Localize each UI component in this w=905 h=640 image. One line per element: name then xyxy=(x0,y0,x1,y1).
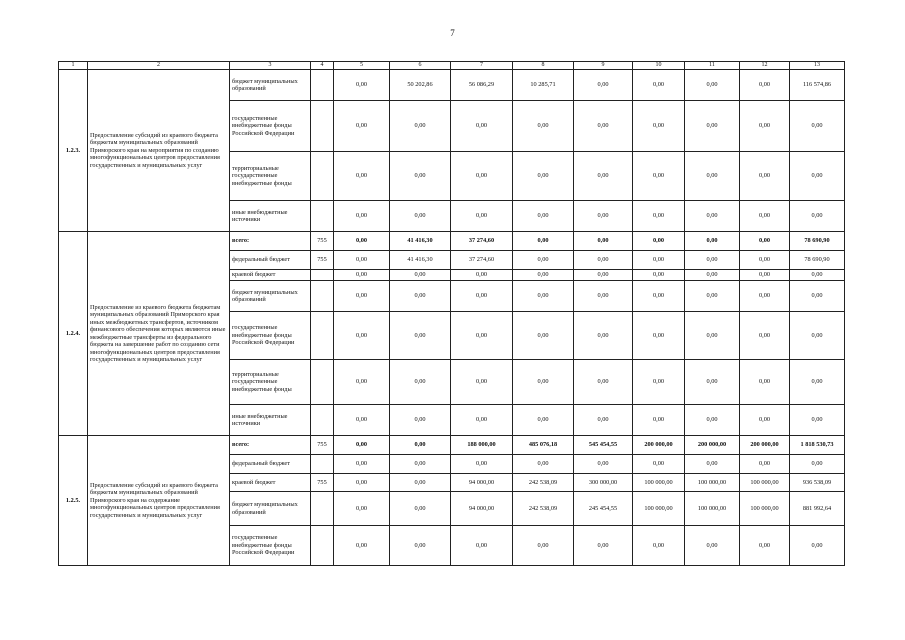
amount-col-5: 0,00 xyxy=(334,312,390,360)
amount-col-13: 936 538,09 xyxy=(790,474,845,492)
amount-col-5: 0,00 xyxy=(334,526,390,566)
amount-col-10: 0,00 xyxy=(633,360,685,405)
amount-col-6: 50 202,86 xyxy=(390,70,451,101)
amount-col-10: 0,00 xyxy=(633,455,685,474)
amount-col-5: 0,00 xyxy=(334,436,390,455)
amount-col-8: 0,00 xyxy=(513,312,574,360)
amount-col-6: 0,00 xyxy=(390,101,451,152)
table-row xyxy=(59,70,845,101)
amount-col-8: 485 076,18 xyxy=(513,436,574,455)
amount-col-13: 0,00 xyxy=(790,312,845,360)
amount-col-9: 0,00 xyxy=(574,360,633,405)
budget-table xyxy=(58,61,845,566)
amount-col-8: 0,00 xyxy=(513,526,574,566)
funding-source: бюджет муниципальных образований xyxy=(230,492,311,526)
amount-col-9: 0,00 xyxy=(574,201,633,232)
amount-col-9: 0,00 xyxy=(574,232,633,251)
measure-code: 1.2.4. xyxy=(59,232,88,436)
amount-col-7: 0,00 xyxy=(451,152,513,201)
funding-source: краевой бюджет xyxy=(230,270,311,281)
grbs-code: 755 xyxy=(311,474,334,492)
amount-col-5: 0,00 xyxy=(334,405,390,436)
column-number-2: 2 xyxy=(88,62,230,70)
column-number-8: 8 xyxy=(513,62,574,70)
amount-col-11: 0,00 xyxy=(685,270,740,281)
table-row xyxy=(59,232,845,251)
amount-col-12: 100 000,00 xyxy=(740,492,790,526)
amount-col-9: 0,00 xyxy=(574,70,633,101)
grbs-code xyxy=(311,101,334,152)
amount-col-5: 0,00 xyxy=(334,152,390,201)
page-number: 7 xyxy=(450,28,455,38)
amount-col-6: 0,00 xyxy=(390,474,451,492)
measure-code: 1.2.3. xyxy=(59,70,88,232)
amount-col-13: 0,00 xyxy=(790,405,845,436)
amount-col-6: 0,00 xyxy=(390,270,451,281)
amount-col-6: 0,00 xyxy=(390,492,451,526)
amount-col-11: 0,00 xyxy=(685,251,740,270)
funding-source: государственные внебюджетные фонды Российской Федерации xyxy=(230,101,311,152)
amount-col-5: 0,00 xyxy=(334,101,390,152)
amount-col-11: 0,00 xyxy=(685,70,740,101)
amount-col-7: 0,00 xyxy=(451,201,513,232)
amount-col-10: 0,00 xyxy=(633,312,685,360)
amount-col-8: 0,00 xyxy=(513,251,574,270)
funding-source: краевой бюджет xyxy=(230,474,311,492)
amount-col-11: 0,00 xyxy=(685,360,740,405)
amount-col-13: 0,00 xyxy=(790,526,845,566)
amount-col-11: 100 000,00 xyxy=(685,474,740,492)
amount-col-5: 0,00 xyxy=(334,70,390,101)
column-number-11: 11 xyxy=(685,62,740,70)
amount-col-11: 0,00 xyxy=(685,455,740,474)
amount-col-13: 0,00 xyxy=(790,281,845,312)
column-number-row xyxy=(59,62,845,70)
amount-col-7: 0,00 xyxy=(451,281,513,312)
amount-col-10: 100 000,00 xyxy=(633,474,685,492)
amount-col-9: 0,00 xyxy=(574,526,633,566)
funding-source: всего: xyxy=(230,436,311,455)
amount-col-6: 0,00 xyxy=(390,526,451,566)
amount-col-10: 200 000,00 xyxy=(633,436,685,455)
amount-col-8: 0,00 xyxy=(513,232,574,251)
amount-col-8: 0,00 xyxy=(513,101,574,152)
amount-col-6: 41 416,30 xyxy=(390,232,451,251)
amount-col-9: 0,00 xyxy=(574,251,633,270)
funding-source: иные внебюджетные источники xyxy=(230,201,311,232)
amount-col-13: 0,00 xyxy=(790,360,845,405)
amount-col-13: 0,00 xyxy=(790,455,845,474)
column-number-12: 12 xyxy=(740,62,790,70)
amount-col-8: 0,00 xyxy=(513,201,574,232)
amount-col-13: 116 574,86 xyxy=(790,70,845,101)
funding-source: всего: xyxy=(230,232,311,251)
measure-name: Предоставление субсидий из краевого бюджета бюджетам муниципальных образований Приморского края на содержание многофункциональных центров предоставления государственных и муниципальных услуг xyxy=(88,436,230,566)
amount-col-13: 0,00 xyxy=(790,152,845,201)
amount-col-7: 0,00 xyxy=(451,405,513,436)
funding-source: иные внебюджетные источники xyxy=(230,405,311,436)
amount-col-13: 881 992,64 xyxy=(790,492,845,526)
amount-col-13: 0,00 xyxy=(790,101,845,152)
amount-col-9: 0,00 xyxy=(574,152,633,201)
amount-col-7: 0,00 xyxy=(451,101,513,152)
amount-col-8: 242 538,09 xyxy=(513,492,574,526)
amount-col-5: 0,00 xyxy=(334,232,390,251)
amount-col-9: 0,00 xyxy=(574,455,633,474)
grbs-code: 755 xyxy=(311,232,334,251)
amount-col-8: 0,00 xyxy=(513,455,574,474)
grbs-code xyxy=(311,405,334,436)
amount-col-12: 0,00 xyxy=(740,70,790,101)
grbs-code xyxy=(311,152,334,201)
amount-col-7: 56 086,29 xyxy=(451,70,513,101)
amount-col-6: 41 416,30 xyxy=(390,251,451,270)
amount-col-7: 0,00 xyxy=(451,455,513,474)
amount-col-7: 94 000,00 xyxy=(451,492,513,526)
funding-source: бюджет муниципальных образований xyxy=(230,281,311,312)
amount-col-11: 0,00 xyxy=(685,101,740,152)
measure-name: Предоставление из краевого бюджета бюджетам муниципальных образований Приморского края иных межбюджетных трансфертов, источником финансового обеспечения которых являются иные межбюджетные трансферты из федерального бюджета на завершение работ по созданию сети многофункциональных центров предоставления государственных и муниципальных услуг xyxy=(88,232,230,436)
amount-col-9: 245 454,55 xyxy=(574,492,633,526)
amount-col-5: 0,00 xyxy=(334,270,390,281)
amount-col-12: 0,00 xyxy=(740,152,790,201)
amount-col-13: 78 690,90 xyxy=(790,232,845,251)
amount-col-12: 0,00 xyxy=(740,270,790,281)
amount-col-11: 0,00 xyxy=(685,405,740,436)
funding-source: государственные внебюджетные фонды Российской Федерации xyxy=(230,312,311,360)
amount-col-10: 0,00 xyxy=(633,232,685,251)
amount-col-8: 242 538,09 xyxy=(513,474,574,492)
amount-col-6: 0,00 xyxy=(390,360,451,405)
grbs-code xyxy=(311,455,334,474)
amount-col-7: 0,00 xyxy=(451,312,513,360)
amount-col-6: 0,00 xyxy=(390,455,451,474)
amount-col-12: 0,00 xyxy=(740,360,790,405)
amount-col-8: 0,00 xyxy=(513,152,574,201)
amount-col-8: 0,00 xyxy=(513,270,574,281)
amount-col-9: 0,00 xyxy=(574,312,633,360)
amount-col-6: 0,00 xyxy=(390,152,451,201)
amount-col-10: 0,00 xyxy=(633,251,685,270)
amount-col-13: 0,00 xyxy=(790,201,845,232)
amount-col-6: 0,00 xyxy=(390,201,451,232)
column-number-6: 6 xyxy=(390,62,451,70)
amount-col-10: 0,00 xyxy=(633,405,685,436)
amount-col-10: 0,00 xyxy=(633,201,685,232)
grbs-code xyxy=(311,360,334,405)
amount-col-12: 0,00 xyxy=(740,312,790,360)
amount-col-10: 100 000,00 xyxy=(633,492,685,526)
funding-source: бюджет муниципальных образований xyxy=(230,70,311,101)
amount-col-7: 0,00 xyxy=(451,270,513,281)
amount-col-12: 0,00 xyxy=(740,405,790,436)
amount-col-11: 0,00 xyxy=(685,201,740,232)
amount-col-5: 0,00 xyxy=(334,492,390,526)
measure-code: 1.2.5. xyxy=(59,436,88,566)
grbs-code xyxy=(311,70,334,101)
amount-col-11: 0,00 xyxy=(685,526,740,566)
amount-col-10: 0,00 xyxy=(633,526,685,566)
amount-col-6: 0,00 xyxy=(390,436,451,455)
amount-col-11: 0,00 xyxy=(685,312,740,360)
column-number-7: 7 xyxy=(451,62,513,70)
amount-col-12: 0,00 xyxy=(740,526,790,566)
amount-col-12: 0,00 xyxy=(740,251,790,270)
amount-col-12: 0,00 xyxy=(740,201,790,232)
amount-col-8: 0,00 xyxy=(513,360,574,405)
amount-col-7: 94 000,00 xyxy=(451,474,513,492)
amount-col-5: 0,00 xyxy=(334,281,390,312)
amount-col-9: 300 000,00 xyxy=(574,474,633,492)
amount-col-6: 0,00 xyxy=(390,281,451,312)
amount-col-11: 100 000,00 xyxy=(685,492,740,526)
amount-col-13: 1 818 530,73 xyxy=(790,436,845,455)
grbs-code xyxy=(311,270,334,281)
amount-col-7: 0,00 xyxy=(451,526,513,566)
funding-source: территориальные государственные внебюджетные фонды xyxy=(230,360,311,405)
amount-col-12: 0,00 xyxy=(740,281,790,312)
amount-col-7: 188 000,00 xyxy=(451,436,513,455)
column-number-9: 9 xyxy=(574,62,633,70)
funding-source: федеральный бюджет xyxy=(230,455,311,474)
grbs-code xyxy=(311,312,334,360)
amount-col-12: 0,00 xyxy=(740,232,790,251)
amount-col-7: 37 274,60 xyxy=(451,232,513,251)
amount-col-9: 545 454,55 xyxy=(574,436,633,455)
column-number-4: 4 xyxy=(311,62,334,70)
amount-col-11: 0,00 xyxy=(685,281,740,312)
amount-col-10: 0,00 xyxy=(633,270,685,281)
amount-col-7: 37 274,60 xyxy=(451,251,513,270)
amount-col-11: 0,00 xyxy=(685,232,740,251)
amount-col-6: 0,00 xyxy=(390,312,451,360)
column-number-13: 13 xyxy=(790,62,845,70)
table-row xyxy=(59,436,845,455)
amount-col-13: 0,00 xyxy=(790,270,845,281)
funding-source: федеральный бюджет xyxy=(230,251,311,270)
amount-col-5: 0,00 xyxy=(334,360,390,405)
column-number-10: 10 xyxy=(633,62,685,70)
amount-col-5: 0,00 xyxy=(334,251,390,270)
grbs-code xyxy=(311,281,334,312)
amount-col-10: 0,00 xyxy=(633,152,685,201)
grbs-code: 755 xyxy=(311,251,334,270)
amount-col-13: 78 690,90 xyxy=(790,251,845,270)
amount-col-11: 200 000,00 xyxy=(685,436,740,455)
amount-col-7: 0,00 xyxy=(451,360,513,405)
column-number-1: 1 xyxy=(59,62,88,70)
amount-col-6: 0,00 xyxy=(390,405,451,436)
amount-col-8: 0,00 xyxy=(513,405,574,436)
funding-source: государственные внебюджетные фонды Российской Федерации xyxy=(230,526,311,566)
amount-col-9: 0,00 xyxy=(574,405,633,436)
grbs-code: 755 xyxy=(311,436,334,455)
amount-col-8: 0,00 xyxy=(513,281,574,312)
column-number-5: 5 xyxy=(334,62,390,70)
amount-col-5: 0,00 xyxy=(334,201,390,232)
amount-col-10: 0,00 xyxy=(633,281,685,312)
amount-col-12: 200 000,00 xyxy=(740,436,790,455)
grbs-code xyxy=(311,526,334,566)
table-body xyxy=(59,70,845,566)
amount-col-11: 0,00 xyxy=(685,152,740,201)
amount-col-9: 0,00 xyxy=(574,101,633,152)
amount-col-10: 0,00 xyxy=(633,70,685,101)
amount-col-12: 100 000,00 xyxy=(740,474,790,492)
amount-col-9: 0,00 xyxy=(574,281,633,312)
amount-col-5: 0,00 xyxy=(334,455,390,474)
grbs-code xyxy=(311,492,334,526)
grbs-code xyxy=(311,201,334,232)
amount-col-12: 0,00 xyxy=(740,455,790,474)
amount-col-9: 0,00 xyxy=(574,270,633,281)
column-number-3: 3 xyxy=(230,62,311,70)
amount-col-10: 0,00 xyxy=(633,101,685,152)
amount-col-12: 0,00 xyxy=(740,101,790,152)
measure-name: Предоставление субсидий из краевого бюджета бюджетам муниципальных образований Приморского края на мероприятия по созданию многофункциональных центров предоставления государственных и муниципальных услуг xyxy=(88,70,230,232)
amount-col-5: 0,00 xyxy=(334,474,390,492)
amount-col-8: 10 285,71 xyxy=(513,70,574,101)
funding-source: территориальные государственные внебюджетные фонды xyxy=(230,152,311,201)
